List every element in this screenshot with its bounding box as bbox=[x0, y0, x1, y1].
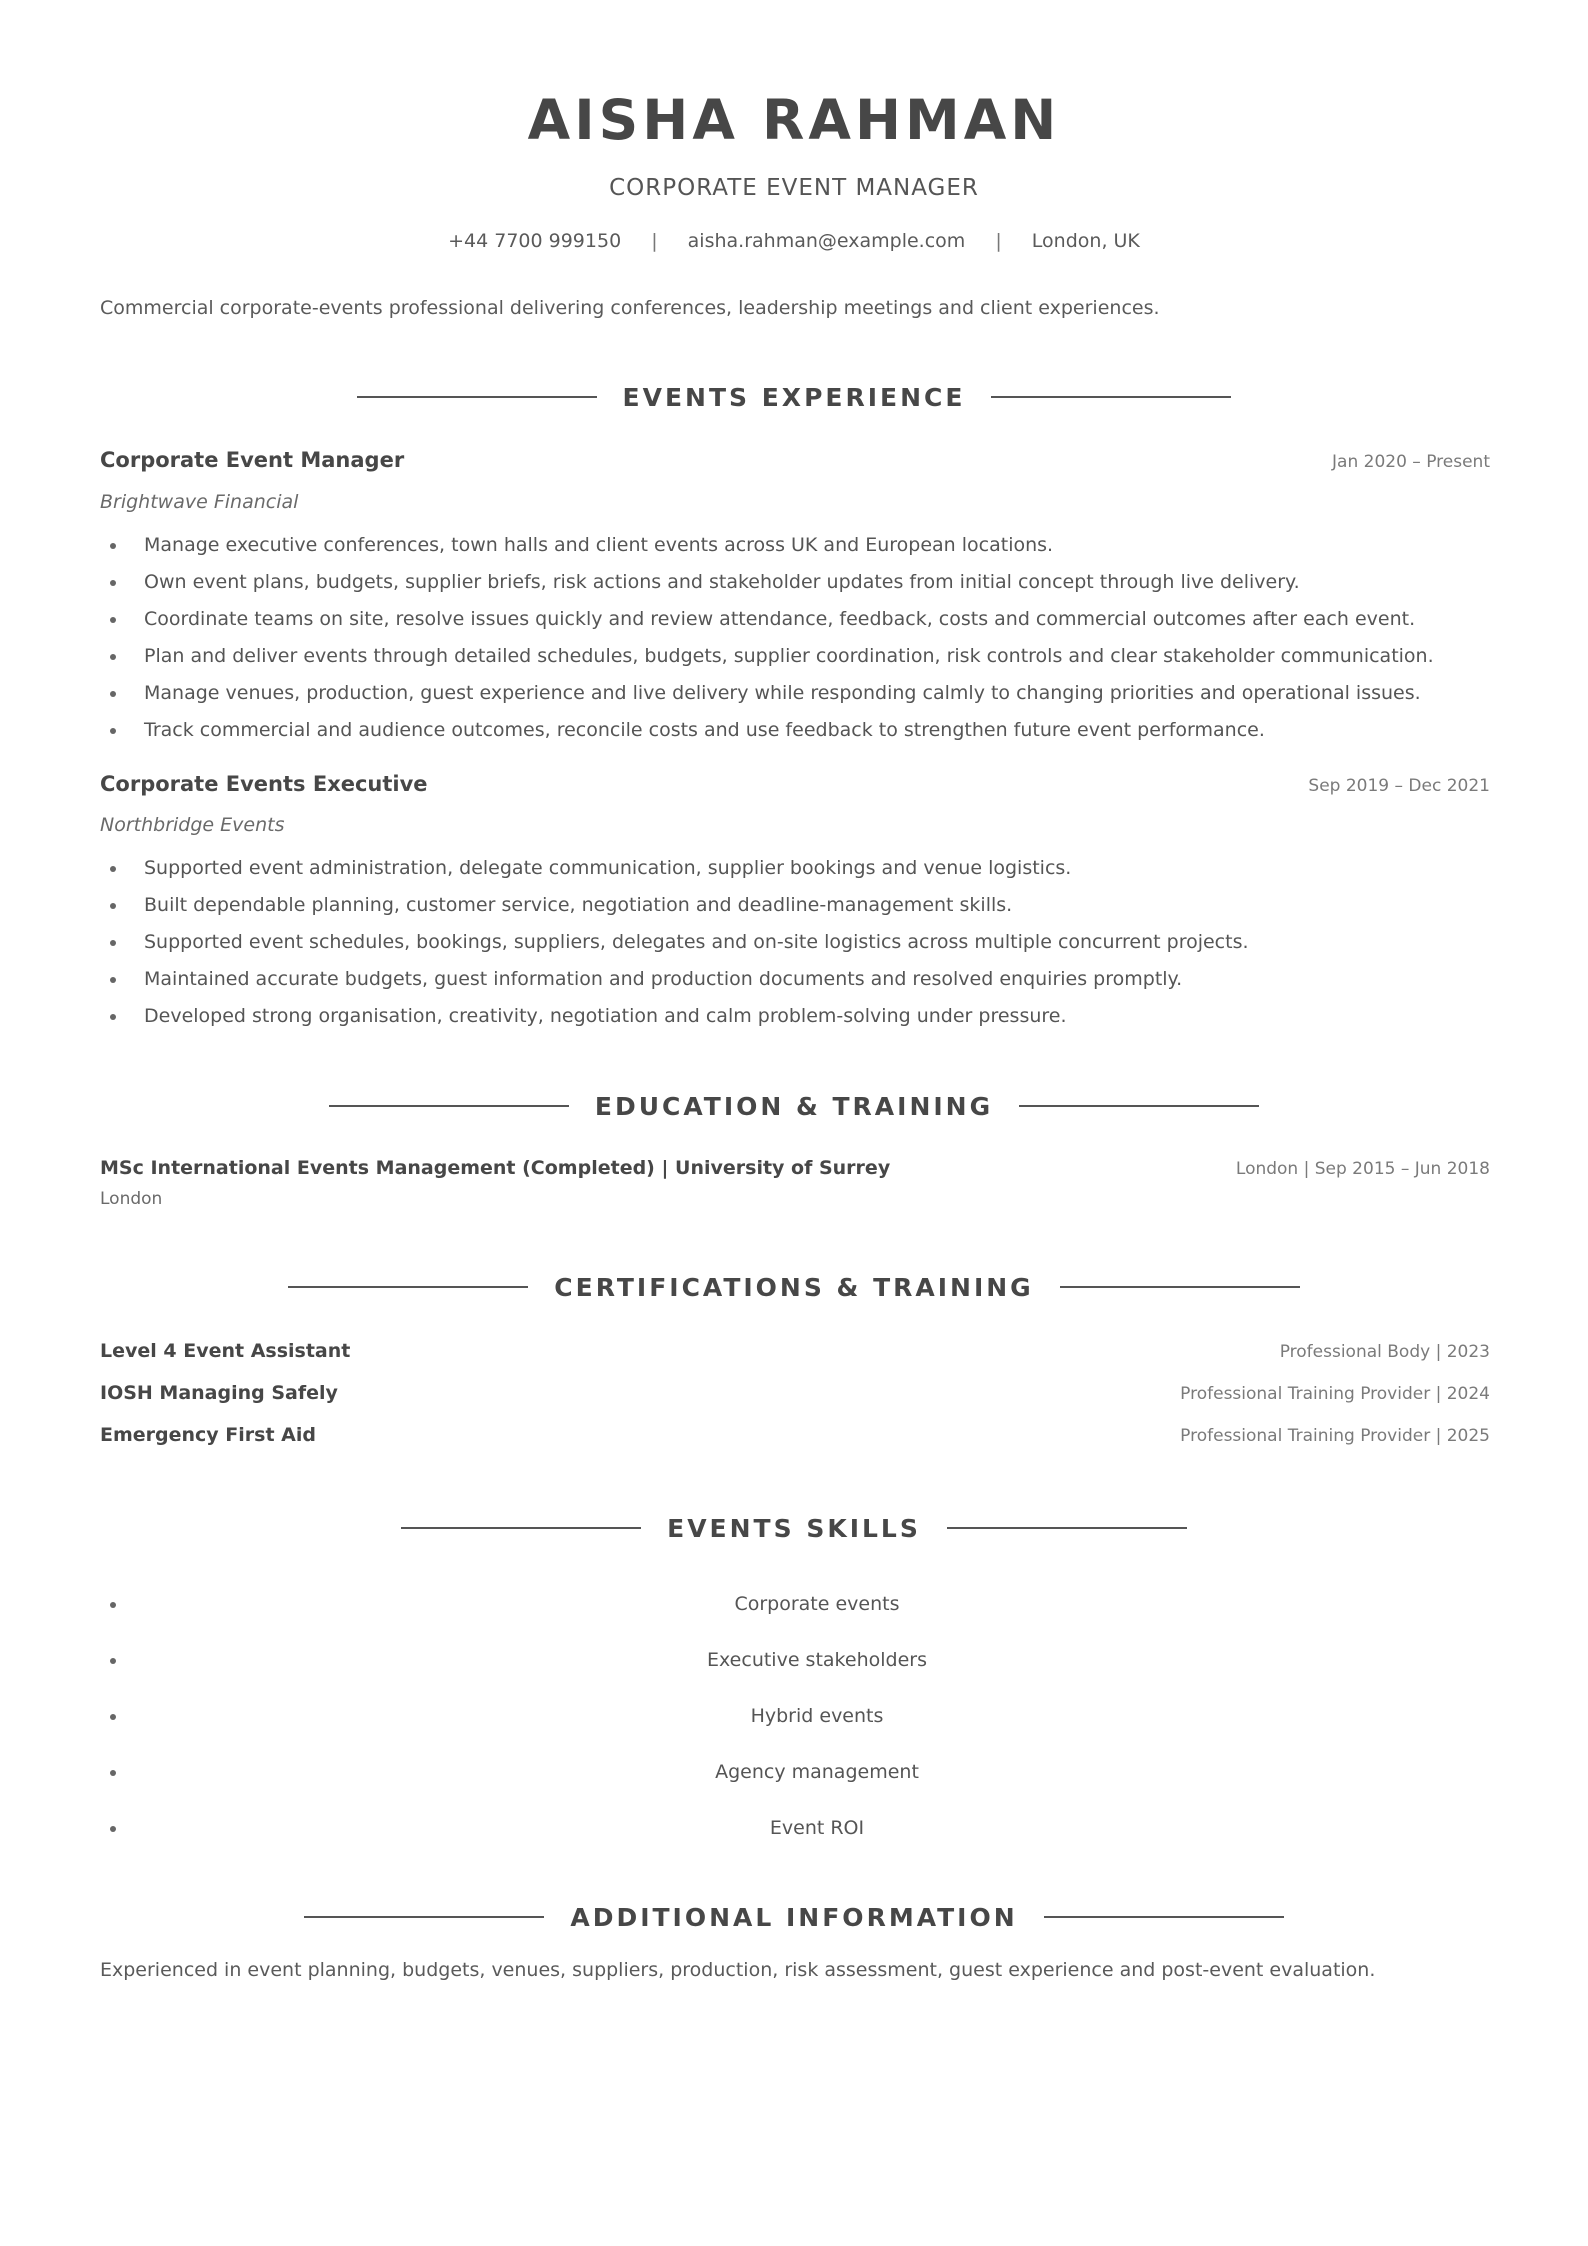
heading-rule bbox=[401, 1527, 641, 1529]
heading-rule bbox=[1060, 1286, 1300, 1288]
heading-rule bbox=[991, 396, 1231, 398]
certification-row bbox=[100, 1340, 1490, 1370]
list-item: Maintained accurate budgets, guest information and production documents and resolved enquiries promptly. bbox=[100, 964, 1490, 1001]
skill-item: Executive stakeholders bbox=[100, 1645, 1490, 1701]
contact-phone: +44 7700 999150 bbox=[448, 230, 622, 252]
list-item: Manage venues, production, guest experience and live delivery while responding calmly to changing priorities and operational issues. bbox=[100, 678, 1490, 715]
experience-heading bbox=[0, 377, 1588, 417]
contact-line bbox=[0, 227, 1588, 255]
certification-name: Emergency First Aid bbox=[100, 1424, 316, 1446]
list-item: Supported event administration, delegate communication, supplier bookings and venue logistics. bbox=[100, 853, 1490, 890]
certification-name: IOSH Managing Safely bbox=[100, 1382, 338, 1404]
list-item: Plan and deliver events through detailed schedules, budgets, supplier coordination, risk controls and clear stakeholder communication. bbox=[100, 641, 1490, 678]
job-header bbox=[100, 772, 1490, 802]
education-heading bbox=[0, 1086, 1588, 1126]
section-title: CERTIFICATIONS & TRAINING bbox=[554, 1272, 1034, 1302]
candidate-name: AISHA RAHMAN bbox=[527, 88, 1061, 152]
skill-item: Corporate events bbox=[100, 1589, 1490, 1645]
additional-heading bbox=[0, 1897, 1588, 1937]
skills-list bbox=[100, 1589, 1490, 1869]
list-item: Coordinate teams on site, resolve issues quickly and review attendance, feedback, costs and commercial outcomes after each event. bbox=[100, 604, 1490, 641]
heading-rule bbox=[357, 396, 597, 398]
summary-text: Commercial corporate-events professional delivering conferences, leadership meetings and client experiences. bbox=[100, 297, 1160, 319]
list-item: Own event plans, budgets, supplier briefs, risk actions and stakeholder updates from initial concept through live delivery. bbox=[100, 567, 1490, 604]
section-title: EVENTS EXPERIENCE bbox=[622, 382, 966, 412]
job-bullets bbox=[100, 530, 1490, 752]
contact-email: aisha.rahman@example.com bbox=[687, 230, 966, 252]
certification-row bbox=[100, 1382, 1490, 1412]
certification-row bbox=[100, 1424, 1490, 1454]
job-company: Brightwave Financial bbox=[100, 491, 299, 513]
skills-heading bbox=[0, 1508, 1588, 1548]
contact-location: London, UK bbox=[1031, 230, 1140, 252]
job-company: Northbridge Events bbox=[100, 814, 285, 836]
certification-meta: Professional Training Provider | 2025 bbox=[1180, 1426, 1490, 1446]
education-title: MSc International Events Management (Completed) | University of Surrey bbox=[100, 1157, 891, 1179]
list-item: Supported event schedules, bookings, suppliers, delegates and on-site logistics across multiple concurrent projects. bbox=[100, 927, 1490, 964]
job-header bbox=[100, 448, 1490, 478]
job-dates: Jan 2020 – Present bbox=[1332, 452, 1490, 472]
skill-item: Event ROI bbox=[100, 1813, 1490, 1869]
list-item: Track commercial and audience outcomes, reconcile costs and use feedback to strengthen future event performance. bbox=[100, 715, 1490, 752]
section-title: ADDITIONAL INFORMATION bbox=[570, 1902, 1018, 1932]
job-dates: Sep 2019 – Dec 2021 bbox=[1308, 776, 1490, 796]
certification-meta: Professional Body | 2023 bbox=[1279, 1342, 1490, 1362]
job-bullets bbox=[100, 853, 1490, 1038]
contact-separator: | bbox=[651, 230, 658, 252]
list-item: Manage executive conferences, town halls and client events across UK and European locations. bbox=[100, 530, 1490, 567]
heading-rule bbox=[1044, 1916, 1284, 1918]
certification-meta: Professional Training Provider | 2024 bbox=[1180, 1384, 1490, 1404]
heading-rule bbox=[1019, 1105, 1259, 1107]
job-title: Corporate Events Executive bbox=[100, 772, 428, 796]
certifications-heading bbox=[0, 1267, 1588, 1307]
education-meta: London | Sep 2015 – Jun 2018 bbox=[1235, 1159, 1490, 1179]
certification-name: Level 4 Event Assistant bbox=[100, 1340, 351, 1362]
education-header bbox=[100, 1157, 1490, 1187]
section-title: EVENTS SKILLS bbox=[667, 1513, 921, 1543]
education-location: London bbox=[100, 1189, 163, 1209]
list-item: Built dependable planning, customer service, negotiation and deadline-management skills. bbox=[100, 890, 1490, 927]
skill-item: Agency management bbox=[100, 1757, 1490, 1813]
heading-rule bbox=[304, 1916, 544, 1918]
list-item: Developed strong organisation, creativity, negotiation and calm problem-solving under pressure. bbox=[100, 1001, 1490, 1038]
skill-item: Hybrid events bbox=[100, 1701, 1490, 1757]
heading-rule bbox=[329, 1105, 569, 1107]
section-title: EDUCATION & TRAINING bbox=[594, 1091, 994, 1121]
heading-rule bbox=[288, 1286, 528, 1288]
heading-rule bbox=[947, 1527, 1187, 1529]
contact-separator: | bbox=[995, 230, 1002, 252]
job-title: Corporate Event Manager bbox=[100, 448, 405, 472]
additional-text: Experienced in event planning, budgets, venues, suppliers, production, risk assessment, guest experience and post-event evaluation. bbox=[100, 1959, 1376, 1981]
candidate-role: CORPORATE EVENT MANAGER bbox=[609, 175, 979, 201]
